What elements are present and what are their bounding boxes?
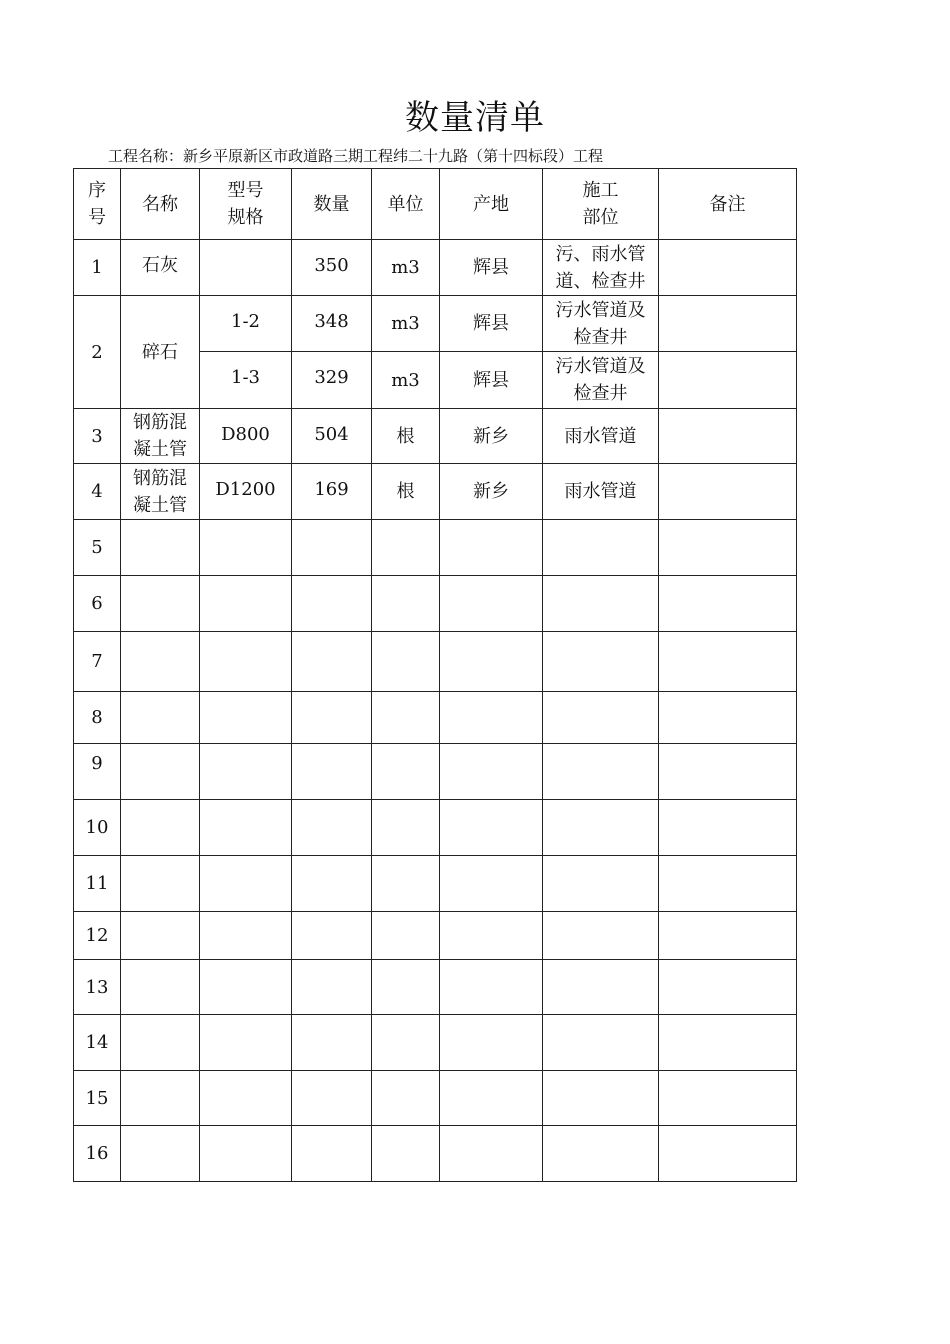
cell-unit: [372, 520, 440, 576]
header-spec-line1: 型号: [227, 180, 264, 201]
cell-unit: m3: [372, 296, 440, 352]
name-line1: 钢筋混: [133, 412, 187, 433]
cell-location: [543, 576, 659, 632]
table-row: [74, 692, 797, 744]
table-row: [74, 240, 797, 296]
cell-remark: [659, 520, 797, 576]
cell-name: [121, 692, 200, 744]
cell-name: [121, 409, 200, 464]
table-row: [74, 744, 797, 800]
header-location-line2: 部位: [582, 207, 619, 228]
cell-unit: [372, 912, 440, 960]
cell-remark: [659, 912, 797, 960]
cell-remark: [659, 409, 797, 464]
cell-origin: 辉县: [440, 296, 543, 352]
quantity-table: [73, 168, 797, 1182]
cell-location: [543, 632, 659, 692]
cell-origin: 辉县: [440, 240, 543, 296]
cell-origin: [440, 960, 543, 1015]
cell-unit: [372, 1126, 440, 1182]
cell-spec: [200, 800, 292, 856]
cell-remark: [659, 800, 797, 856]
location-line1: 污水管道及: [555, 356, 646, 377]
cell-unit: 根: [372, 464, 440, 520]
cell-no: 4: [74, 464, 121, 520]
location-line1: 污水管道及: [555, 299, 646, 321]
cell-remark: [659, 744, 797, 800]
location-line2: 检查井: [573, 326, 628, 348]
cell-name: 碎石: [121, 296, 200, 409]
cell-no: 12: [74, 912, 121, 960]
cell-origin: [440, 744, 543, 800]
cell-origin: [440, 1015, 543, 1071]
table-row: [74, 409, 797, 464]
table-row: [74, 1015, 797, 1071]
cell-spec: [200, 632, 292, 692]
header-location: [543, 169, 659, 240]
cell-name: [121, 800, 200, 856]
header-spec: [200, 169, 292, 240]
cell-no: 16: [74, 1126, 121, 1182]
header-origin: 产地: [440, 169, 543, 240]
location-line1: 污、雨水管: [555, 243, 646, 265]
cell-origin: 新乡: [440, 409, 543, 464]
header-row: [74, 169, 797, 240]
cell-qty: [292, 576, 372, 632]
cell-no: 10: [74, 800, 121, 856]
cell-unit: 根: [372, 409, 440, 464]
table-row: [74, 632, 797, 692]
cell-unit: [372, 960, 440, 1015]
table-row: [74, 1071, 797, 1126]
cell-no: 2: [74, 296, 121, 409]
cell-location: 雨水管道: [543, 409, 659, 464]
cell-spec: [200, 1015, 292, 1071]
cell-spec: [200, 520, 292, 576]
cell-remark: [659, 240, 797, 296]
cell-location: [543, 240, 659, 296]
header-name: 名称: [121, 169, 200, 240]
cell-location: [543, 960, 659, 1015]
cell-origin: [440, 520, 543, 576]
cell-no: 15: [74, 1071, 121, 1126]
cell-no: 13: [74, 960, 121, 1015]
cell-name: [121, 744, 200, 800]
cell-name: [121, 856, 200, 912]
cell-unit: [372, 856, 440, 912]
cell-origin: [440, 912, 543, 960]
cell-spec: [200, 692, 292, 744]
cell-location: [543, 296, 659, 352]
cell-spec: [200, 576, 292, 632]
cell-no: 11: [74, 856, 121, 912]
cell-qty: [292, 744, 372, 800]
table-row: [74, 960, 797, 1015]
cell-name: [121, 1126, 200, 1182]
header-qty: 数量: [292, 169, 372, 240]
cell-unit: [372, 1015, 440, 1071]
header-remark: 备注: [659, 169, 797, 240]
name-line2: 凝土管: [133, 439, 187, 460]
cell-spec: [200, 1071, 292, 1126]
cell-name: [121, 632, 200, 692]
cell-spec: [200, 912, 292, 960]
cell-no: 14: [74, 1015, 121, 1071]
table-row: [74, 912, 797, 960]
name-line2: 凝土管: [133, 494, 187, 516]
cell-remark: [659, 352, 797, 409]
cell-location: 雨水管道: [543, 464, 659, 520]
cell-unit: [372, 800, 440, 856]
cell-location: [543, 352, 659, 409]
cell-unit: m3: [372, 352, 440, 409]
project-name-line: 工程名称：新乡平原新区市政道路三期工程纬二十九路（第十四标段）工程: [108, 147, 604, 165]
header-no: [74, 169, 121, 240]
cell-qty: [292, 1126, 372, 1182]
location-line2: 检查井: [573, 383, 628, 404]
cell-unit: [372, 692, 440, 744]
cell-no: 6: [74, 576, 121, 632]
cell-unit: m3: [372, 240, 440, 296]
cell-location: [543, 856, 659, 912]
cell-remark: [659, 856, 797, 912]
cell-remark: [659, 1015, 797, 1071]
cell-location: [543, 692, 659, 744]
cell-qty: 348: [292, 296, 372, 352]
cell-unit: [372, 576, 440, 632]
cell-origin: [440, 692, 543, 744]
table-row: [74, 576, 797, 632]
cell-spec: D1200: [200, 464, 292, 520]
cell-unit: [372, 1071, 440, 1126]
cell-origin: [440, 1071, 543, 1126]
cell-qty: [292, 1015, 372, 1071]
header-location-line1: 施工: [582, 180, 619, 201]
name-line1: 钢筋混: [133, 467, 187, 489]
cell-qty: 329: [292, 352, 372, 409]
cell-qty: [292, 632, 372, 692]
cell-name: 石灰: [121, 240, 200, 296]
cell-name: [121, 1015, 200, 1071]
cell-name: [121, 1071, 200, 1126]
cell-remark: [659, 1071, 797, 1126]
cell-name: [121, 520, 200, 576]
table-row: [74, 464, 797, 520]
table-row: [74, 800, 797, 856]
cell-location: [543, 800, 659, 856]
cell-name: [121, 960, 200, 1015]
cell-no: 3: [74, 409, 121, 464]
cell-origin: [440, 576, 543, 632]
cell-spec: 1-2: [200, 296, 292, 352]
cell-no: 7: [74, 632, 121, 692]
table-row: [74, 1126, 797, 1182]
table-row: [74, 296, 797, 352]
cell-spec: [200, 240, 292, 296]
cell-location: [543, 744, 659, 800]
cell-spec: [200, 856, 292, 912]
cell-qty: [292, 692, 372, 744]
table-row: [74, 520, 797, 576]
cell-location: [543, 1126, 659, 1182]
cell-origin: 新乡: [440, 464, 543, 520]
cell-qty: 169: [292, 464, 372, 520]
cell-remark: [659, 692, 797, 744]
cell-remark: [659, 296, 797, 352]
cell-spec: [200, 1126, 292, 1182]
cell-qty: 350: [292, 240, 372, 296]
cell-no: 8: [74, 692, 121, 744]
header-spec-line2: 规格: [227, 207, 264, 228]
cell-location: [543, 1015, 659, 1071]
cell-spec: 1-3: [200, 352, 292, 409]
cell-location: [543, 912, 659, 960]
cell-location: [543, 1071, 659, 1126]
cell-name: [121, 912, 200, 960]
cell-qty: [292, 1071, 372, 1126]
cell-origin: 辉县: [440, 352, 543, 409]
table-row: [74, 856, 797, 912]
cell-origin: [440, 800, 543, 856]
cell-qty: [292, 520, 372, 576]
cell-unit: [372, 744, 440, 800]
cell-spec: [200, 960, 292, 1015]
cell-qty: [292, 960, 372, 1015]
cell-no: 5: [74, 520, 121, 576]
cell-qty: [292, 856, 372, 912]
cell-qty: 504: [292, 409, 372, 464]
header-no-line2: 号: [88, 207, 106, 228]
cell-name: [121, 576, 200, 632]
cell-location: [543, 520, 659, 576]
cell-spec: [200, 744, 292, 800]
cell-spec: D800: [200, 409, 292, 464]
cell-name: [121, 464, 200, 520]
cell-remark: [659, 576, 797, 632]
cell-remark: [659, 960, 797, 1015]
cell-qty: [292, 912, 372, 960]
header-no-line1: 序: [88, 180, 106, 201]
cell-remark: [659, 1126, 797, 1182]
cell-origin: [440, 1126, 543, 1182]
page-title: 数量清单: [405, 98, 545, 138]
header-unit: 单位: [372, 169, 440, 240]
cell-unit: [372, 632, 440, 692]
cell-qty: [292, 800, 372, 856]
cell-origin: [440, 856, 543, 912]
location-line2: 道、检查井: [555, 270, 646, 292]
cell-remark: [659, 464, 797, 520]
cell-origin: [440, 632, 543, 692]
cell-no: 1: [74, 240, 121, 296]
cell-remark: [659, 632, 797, 692]
cell-no: 9: [74, 744, 121, 800]
